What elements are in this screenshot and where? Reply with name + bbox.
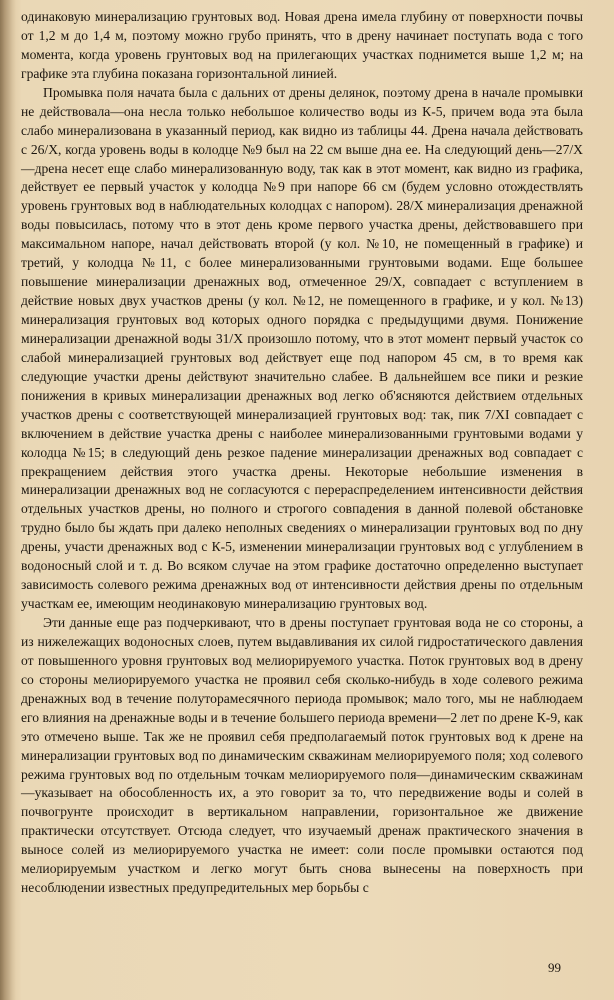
page-spine-shadow bbox=[0, 0, 16, 1000]
page-number: 99 bbox=[548, 960, 561, 975]
paragraph-3: Эти данные еще раз подчеркивают, что в дрены поступает грунтовая вода не со стороны, а из нижележащих водоносных слоев, путем выдавливания их силой гидростатического давления от повышенного уровня грунтовых вод мелиорируемого участка. Поток грунтовых вод в дрену со стороны мелиорируемого участка не проявил себя сколько-нибудь в ходе солевого режима дренажных вод в течение полуторамесячного периода промывок; мало того, мы не наблюдаем его влияния на дренажные воды и в течение большего периода времени—2 лет по дрене К-9, как это отмечено выше. Так же не проявил себя предполагаемый поток грунтовых вод к дрене на минерализации грунтовых вод по динамическим скважинам мелиорируемого поля; ход солевого режима грунтовых вод по отдельным точкам мелиорируемого поля—динамическим скважинам—указывает на обособленность их, а это говорит за то, что передвижение воды и солей в почвогрунте происходит в вертикальном направлении, горизонтальное же движение практически отсутствует. Отсюда следует, что изучаемый дренаж практического значения в выносе солей из мелиорируемого участка не имеет: соли после промывки остаются под мелиорируемым участком и легко могут быть снова вынесены на поверхность при несоблюдении известных предупредительных мер борьбы с bbox=[21, 615, 583, 896]
paragraph-1: одинаковую минерализацию грунтовых вод. Новая дрена имела глубину от поверхности почвы от 1,2 м до 1,4 м, поэтому можно грубо принять, что в дрену начинает поступать вода с того момента, когда уровень грунтовых вод на прилегающих участках поднимется выше 1,2 м; на графике эта глубина показана горизонтальной линией. bbox=[21, 9, 583, 81]
page-text bbox=[21, 8, 583, 898]
paragraph-2: Промывка поля начата была с дальних от дрены делянок, поэтому дрена в начале промывки не действовала—она несла только небольшое количество воды из К-5, причем вода эта была слабо минерализована в указанный период, как видно из таблицы 44. Дрена начала действовать с 26/X, когда уровень воды в колодце №9 был на 22 см выше дна ее. На следующий день—27/X—дрена несет еще слабо минерализованную воду, так как в этот момент, как видно из графика, действует ее первый участок у колодца №9 при напоре 66 см (будем условно отождествлять уровень грунтовых вод в наблюдательных колодцах с напором). 28/X минерализация дренажной воды повысилась, потому что в этот день кроме первого участка дрены, действовавшего при максимальном напоре, начал действовать второй (у кол. №10, не помещенный в графике) и третий, у колодца №11, с более минерализованными грунтовыми водами. Еще большее повышение минерализации дренажных вод, отмеченное 29/X, совпадает с вступлением в действие новых двух участков дрены (у кол. №12, не помещенного в графике, и у кол. №13) минерализация грунтовых вод которых одного порядка с предыдущими двумя. Понижение минерализации дренажной воды 31/X произошло потому, что в этот момент первый участок со слабой минерализацией грунтовых вод действует еще под напором 45 см, в то время как следующие участки дрены действуют значительно слабее. В дальнейшем все пики и резкие понижения в кривых минерализации дренажных вод легко об'ясняются действием отдельных участков дрены с соответствующей минерализацией грунтовых вод: так, пик 7/XI совпадает с включением в действие участка дрены с наиболее минерализованными грунтовыми водами у колодца №15; в следующий день резкое падение минерализации дренажных вод совпадает с прекращением действия этого участка дрены. Некоторые небольшие изменения в минерализации дренажных вод не согласуются с перераспределением интенсивности действия отдельных участков дрены, но полного и строгого совпадения в данной полевой обстановке трудно было бы ждать при далеко неполных сведениях о минерализации грунтовых вод по дну дрены, участи дренажных вод с К-5, изменении минерализации грунтовых вод с углублением в водоносный слой и т. д. Во всяком случае на этом графике достаточно определенно выступает зависимость солевого режима дренажных вод от интенсивности действия дрены по отдельным участкам ее, имеющим неодинаковую минерализацию грунтовых вод. bbox=[21, 84, 583, 612]
